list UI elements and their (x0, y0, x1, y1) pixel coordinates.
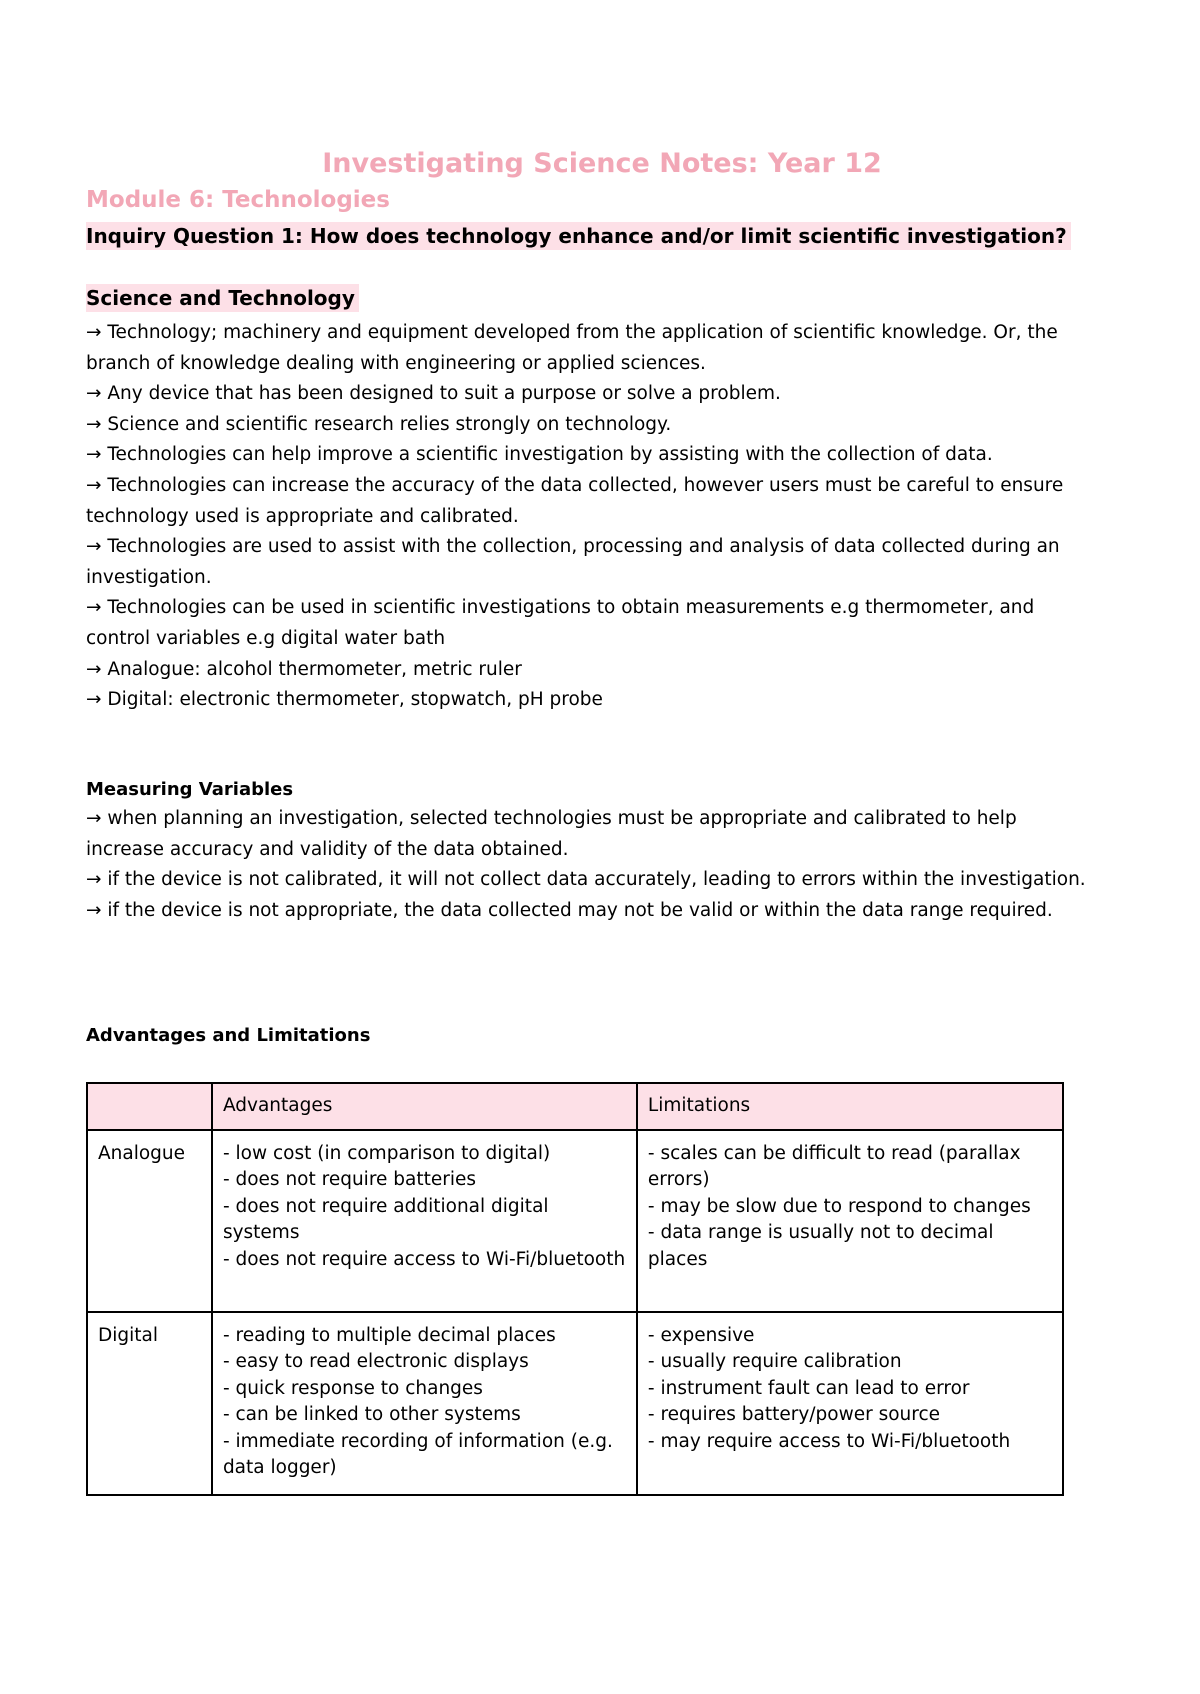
document-title: Investigating Science Notes: Year 12 (322, 148, 882, 179)
section-heading-measuring-variables: Measuring Variables (86, 779, 294, 800)
list-item: → Technologies can be used in scientific investigations to obtain measurements e.g thermometer, and control variables e.g digital water bath (86, 597, 1035, 649)
table-header-cell: Advantages (212, 1083, 637, 1130)
list-item: → Technologies are used to assist with the collection, processing and analysis of data collected during an investigation. (86, 536, 1060, 588)
list-item: → if the device is not calibrated, it will not collect data accurately, leading to errors within the investigation. (86, 869, 1086, 891)
section-heading-science-technology: Science and Technology (86, 284, 359, 312)
table-header-cell (87, 1083, 212, 1130)
table-row (87, 1312, 1063, 1495)
table-cell-line: - does not require additional digital systems (222, 1195, 549, 1243)
list-item: → Analogue: alcohol thermometer, metric ruler (86, 658, 522, 680)
advantages-cell (212, 1312, 637, 1495)
table-cell-line: - data range is usually not to decimal places (647, 1222, 994, 1270)
science-technology-section (86, 284, 1086, 716)
advantages-cell (212, 1130, 637, 1312)
advantages-limitations-table (86, 1082, 1064, 1496)
table-cell-line: - does not require batteries (222, 1169, 477, 1190)
list-item: → Digital: electronic thermometer, stopwatch, pH probe (86, 689, 603, 711)
table-cell-line: - low cost (in comparison to digital) (222, 1142, 551, 1164)
measuring-variables-section (86, 776, 1086, 926)
table-row (87, 1130, 1063, 1312)
inquiry-question: Inquiry Question 1: How does technology enhance and/or limit scientific investigation? (86, 222, 1071, 250)
list-item: → when planning an investigation, selected technologies must be appropriate and calibrated to help increase accuracy and validity of the data obtained. (86, 808, 1017, 860)
table-cell-line: - requires battery/power source (647, 1404, 941, 1425)
section-heading-advantages-limitations: Advantages and Limitations (86, 1025, 371, 1046)
table-cell-line: - quick response to changes (222, 1377, 483, 1399)
table-cell-line: - may be slow due to respond to changes (647, 1195, 1031, 1217)
table-cell-line: - easy to read electronic displays (222, 1351, 529, 1372)
limitations-cell (637, 1130, 1063, 1312)
table-cell-line: - scales can be difficult to read (parallax errors) (647, 1142, 1021, 1190)
table-cell-line: - instrument fault can lead to error (647, 1377, 970, 1399)
table-cell-line: - does not require access to Wi-Fi/bluetooth (222, 1248, 626, 1270)
limitations-cell (637, 1312, 1063, 1495)
list-item: → Science and scientific research relies strongly on technology. (86, 413, 672, 435)
table-cell-line: - usually require calibration (647, 1351, 902, 1372)
table-header-row (87, 1083, 1063, 1130)
table-cell-line: - reading to multiple decimal places (222, 1324, 556, 1346)
table-cell-line: - can be linked to other systems (222, 1404, 521, 1425)
table-cell-line: - may require access to Wi-Fi/bluetooth (647, 1430, 1011, 1452)
table-header-cell: Limitations (637, 1083, 1063, 1130)
table-cell-line: - expensive (647, 1324, 755, 1346)
list-item: → Technologies can increase the accuracy of the data collected, however users must be careful to ensure technology used is appropriate and calibrated. (86, 474, 1064, 527)
advantages-limitations-section (86, 1022, 1086, 1050)
table-cell-line: - immediate recording of information (e.g. data logger) (222, 1430, 613, 1478)
row-label-cell: Digital (87, 1312, 212, 1495)
module-title: Module 6: Technologies (86, 187, 390, 213)
list-item: → Any device that has been designed to suit a purpose or solve a problem. (86, 383, 781, 405)
list-item: → Technology; machinery and equipment developed from the application of scientific knowledge. Or, the branch of knowledge dealing with engineering or applied sciences. (86, 322, 1058, 374)
list-item: → if the device is not appropriate, the data collected may not be valid or within the data range required. (86, 899, 1053, 921)
row-label-cell: Analogue (87, 1130, 212, 1312)
list-item: → Technologies can help improve a scientific investigation by assisting with the collection of data. (86, 444, 993, 466)
